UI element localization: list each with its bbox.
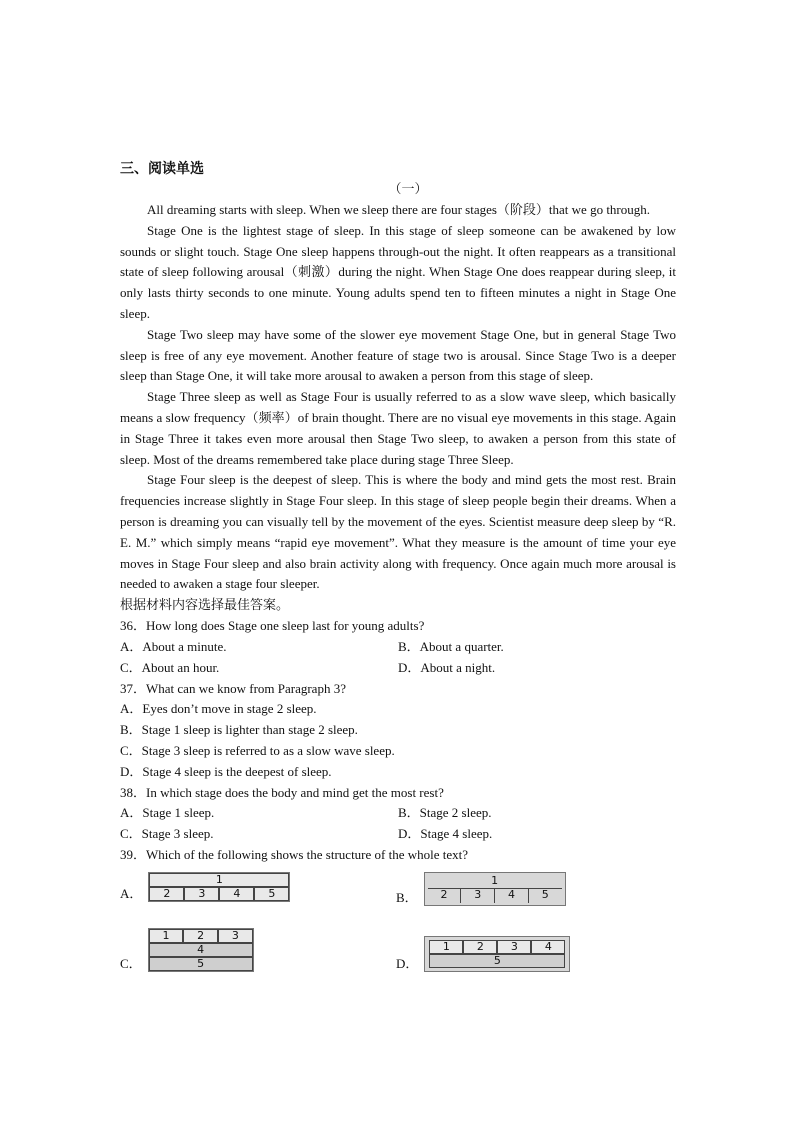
box-cell: 2 [149,887,184,901]
paragraph: Stage One is the lightest stage of sleep. In this stage of sleep someone can be awakened by low sounds or slight touch. Stage One sleep happens through-out the night. It often reappears as a transitional state of sleep following arousal（刺激）during the night. When Stage One does reappear during sleep, it only lasts thirty seconds to one minute. Young adults spend ten to fifteen minutes a night in Stage One sleep. [120,222,676,321]
question-37: 37．What can we know from Paragraph 3? [120,680,346,696]
options-row [120,637,676,658]
box-cell: 5 [254,887,289,901]
option-d-label: D． [396,955,419,971]
option-d[interactable]: D．About a night. [398,659,496,675]
structure-diagrams [120,870,676,982]
box-cell: 1 [428,875,562,889]
paragraph: All dreaming starts with sleep. When we sleep there are four stages（阶段）that we go through. [147,202,651,217]
box-cell: 5 [149,957,253,971]
box-cell: 1 [149,929,184,943]
box-cell: 1 [149,873,289,887]
options-row [120,824,676,845]
option-b[interactable]: B．Stage 2 sleep. [398,805,492,821]
options-row [120,658,676,679]
box-cell: 2 [463,940,497,954]
option-a-label: A． [120,885,143,901]
option-c[interactable]: C．About an hour. [120,659,220,675]
option-a-diagram[interactable] [120,872,290,902]
paragraph: Stage Three sleep as well as Stage Four is usually referred to as a slow wave sleep, which basically means a slow frequency（频率）of brain thought. There are no visual eye movements in this stage. Again in Stage Three it takes even more arousal then Stage Two sleep, to awaken a person from this state of sleep. Most of the dreams remembered take place during stage Three Sleep. [120,389,676,467]
option-d[interactable]: D．Stage 4 sleep. [398,826,493,842]
option-c-diagram[interactable] [120,928,254,972]
box-cell: 5 [541,887,549,901]
question-36: 36．How long does Stage one sleep last for young adults? [120,618,425,634]
box-cell: 4 [149,943,253,957]
option-a[interactable]: A．Eyes don’t move in stage 2 sleep. [120,701,317,717]
option-d-diagram[interactable] [396,936,570,972]
box-cell: 3 [184,887,219,901]
box-cell: 1 [429,940,463,954]
option-c[interactable]: C．Stage 3 sleep. [120,826,214,842]
option-a[interactable]: A．Stage 1 sleep. [120,805,215,821]
options-row [120,803,676,824]
worksheet [120,158,676,982]
section-title: 三、阅读单选 [120,161,204,177]
passage-number: （一） [388,182,428,197]
box-cell: 3 [218,929,253,943]
option-b[interactable]: B．Stage 1 sleep is lighter than stage 2 sleep. [120,722,358,738]
option-c-label: C． [120,955,142,971]
structure-box [148,872,290,902]
option-b-label: B． [396,889,418,905]
box-cell: 3 [497,940,531,954]
option-b-diagram[interactable] [396,872,566,906]
box-cell: 2 [428,889,462,903]
box-cell: 4 [531,940,565,954]
option-b[interactable]: B．About a quarter. [398,638,504,654]
structure-box [424,872,566,906]
box-cell: 4 [495,889,529,903]
question-38: 38．In which stage does the body and mind get the most rest? [120,784,444,800]
box-cell: 4 [219,887,254,901]
option-a[interactable]: A．About a minute. [120,638,227,654]
box-cell: 3 [461,889,495,903]
structure-box [148,928,254,972]
option-d[interactable]: D．Stage 4 sleep is the deepest of sleep. [120,763,332,779]
question-39: 39．Which of the following shows the structure of the whole text? [120,846,469,862]
option-c[interactable]: C．Stage 3 sleep is referred to as a slow wave sleep. [120,742,395,758]
paragraph: Stage Four sleep is the deepest of sleep. This is where the body and mind gets the most rest. Brain frequencies increase slightly in Stage Four sleep. In this stage of sleep people begin their dreams. When a person is dreaming you can visually tell by the movement of the eyes. Scientist measure deep sleep by “R. E. M.” which simply means “rapid eye movement”. What they measure is the amount of time your eye moves in Stage Four sleep and also brain activity along with frequency. Once again much more arousal is needed to awaken a stage four sleeper. [120,472,676,592]
box-cell: 5 [429,954,565,968]
paragraph: Stage Two sleep may have some of the slower eye movement Stage One, but in general Stage Two sleep is free of any eye movement. Another feature of stage two is arousal. Since Stage Two is a deeper sleep than Stage One, it will take more arousal to awaken a person from this stage of sleep. [120,326,676,384]
structure-box [424,936,570,972]
instruction: 根据材料内容选择最佳答案。 [120,598,290,614]
box-cell: 2 [183,929,218,943]
